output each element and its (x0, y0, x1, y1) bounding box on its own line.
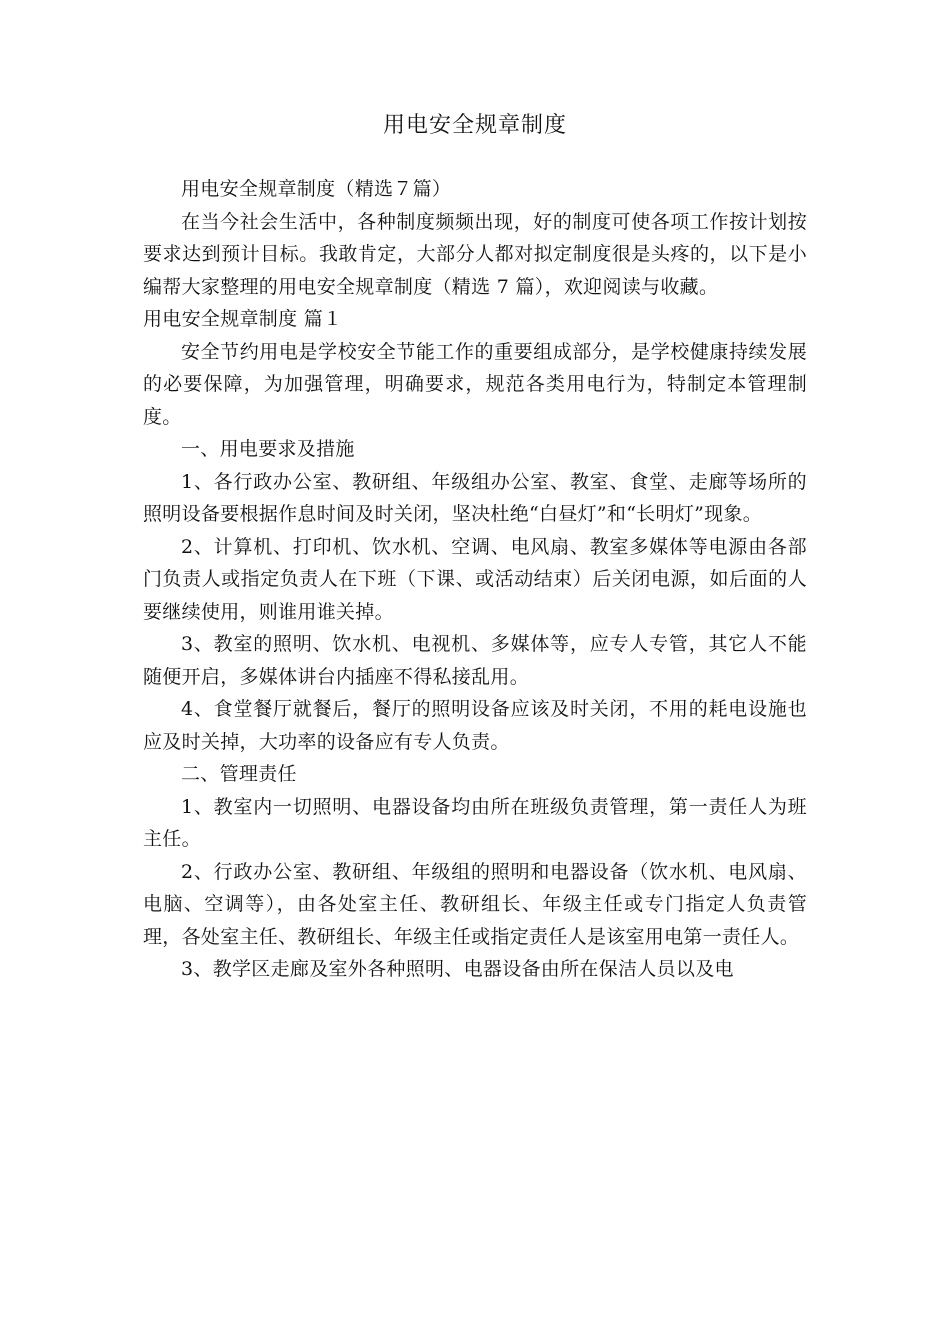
subtitle-paragraph: 用电安全规章制度（精选７篇） (181, 178, 452, 200)
requirement-item-2: 2、计算机、打印机、饮水机、空调、电风扇、教室多媒体等电源由各部门负责人或指定负责人在下班（下课、或活动结束）后关闭电源，如后面的人要继续使用，则谁用谁关掉。 (143, 535, 807, 623)
requirement-item-3: 3、教室的照明、饮水机、电视机、多媒体等，应专人专管，其它人不能随便开启，多媒体讲台内插座不得私接乱用。 (143, 633, 807, 688)
requirement-item-4: 4、食堂餐厅就餐后，餐厅的照明设备应该及时关闭，不用的耗电设施也应及时关掉，大功率的设备应有专人负责。 (143, 698, 807, 753)
document-title: 用电安全规章制度 (382, 113, 567, 138)
section-heading-requirements: 一、用电要求及措施 (181, 438, 355, 460)
article-1-intro-paragraph: 安全节约用电是学校安全节能工作的重要组成部分，是学校健康持续发展的必要保障，为加强管理，明确要求，规范各类用电行为，特制定本管理制度。 (143, 340, 807, 428)
section-heading-article-1: 用电安全规章制度 篇１ (143, 308, 343, 330)
document-body (143, 173, 807, 986)
intro-paragraph: 在当今社会生活中，各种制度频频出现，好的制度可使各项工作按计划按要求达到预计目标。我敢肯定，大部分人都对拟定制度很是头疼的，以下是小编帮大家整理的用电安全规章制度（精选 7 篇），欢迎阅读与收藏。 (143, 210, 807, 298)
responsibility-item-1: 1、教室内一切照明、电器设备均由所在班级负责管理，第一责任人为班主任。 (143, 795, 807, 850)
responsibility-item-3: 3、教学区走廊及室外各种照明、电器设备由所在保洁人员以及电 (181, 958, 734, 980)
requirement-item-1: 1、各行政办公室、教研组、年级组办公室、教室、食堂、走廊等场所的照明设备要根据作息时间及时关闭，坚决杜绝“白昼灯”和“长明灯”现象。 (143, 470, 807, 525)
responsibility-item-2: 2、行政办公室、教研组、年级组的照明和电器设备（饮水机、电风扇、电脑、空调等），由各处室主任、教研组长、年级主任或专门指定人负责管理，各处室主任、教研组长、年级主任或指定责任人是该室用电第一责任人。 (143, 860, 807, 948)
section-heading-responsibility: 二、管理责任 (181, 763, 297, 785)
